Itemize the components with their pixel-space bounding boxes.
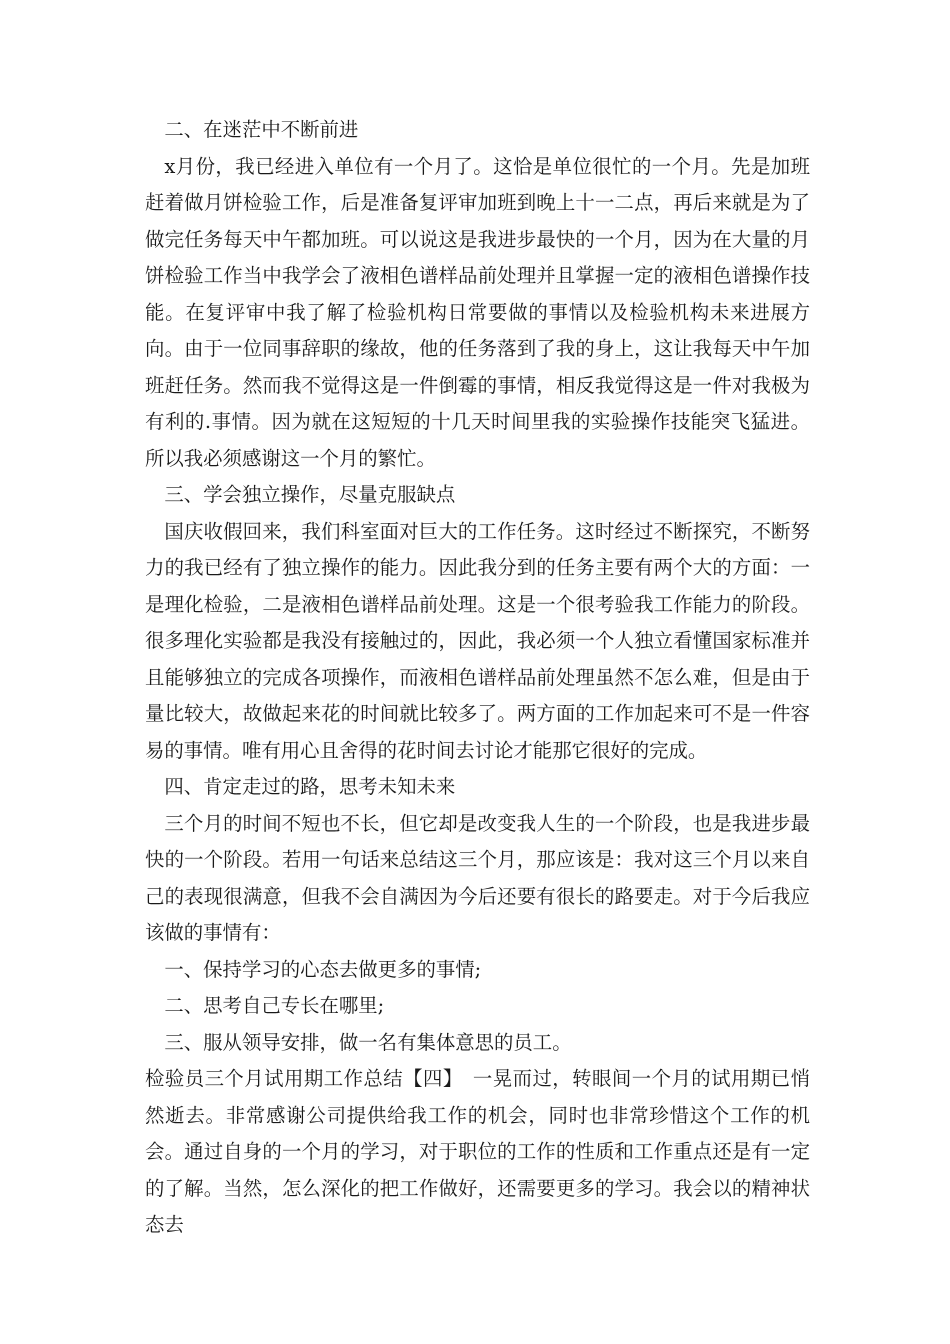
list-item: 二、思考自己专长在哪里; — [164, 994, 385, 1017]
body-paragraph: 三个月的时间不短也不长，但它却是改变我人生的一个阶段，也是我进步最快的一个阶段。若用一句话来总结这三个月，那应该是：我对这三个月以来自己的表现很满意，但我不会自满因为今后还要有很长的路要走。对于今后我应该做的事情有： — [145, 811, 810, 944]
body-paragraph: 检验员三个月试用期工作总结【四】 一晃而过，转眼间一个月的试用期已悄然逝去。非常感谢公司提供给我工作的机会，同时也非常珍惜这个工作的机会。通过自身的一个月的学习，对于职位的工作的性质和工作重点还是有一定的了解。当然，怎么深化的把工作做好，还需要更多的学习。我会以的精神状态去 — [145, 1067, 810, 1236]
list-item: 一、保持学习的心态去做更多的事情; — [164, 957, 482, 981]
section-heading-3: 三、学会独立操作，尽量克服缺点 — [164, 483, 456, 506]
body-paragraph: x月份，我已经进入单位有一个月了。这恰是单位很忙的一个月。先是加班赶着做月饼检验工作，后是准备复评审加班到晚上十一二点，再后来就是为了做完任务每天中午都加班。可以说这是我进步最快的一个月，因为在大量的月饼检验工作当中我学会了液相色谱样品前处理并且掌握一定的液相色谱操作技能。在复评审中我了解了检验机构日常要做的事情以及检验机构未来进展方向。由于一位同事辞职的缘故，他的任务落到了我的身上，这让我每天中午加班赶任务。然而我不觉得这是一件倒霉的事情，相反我觉得这是一件对我极为有利的.事情。因为就在这短短的十几天时间里我的实验操作技能突飞猛进。所以我必须感谢这一个月的繁忙。 — [145, 154, 810, 470]
list-item: 三、服从领导安排，做一名有集体意思的员工。 — [164, 1030, 572, 1054]
document-body — [145, 112, 810, 1244]
section-heading-4: 四、肯定走过的路，思考未知未来 — [164, 775, 456, 798]
body-paragraph: 国庆收假回来，我们科室面对巨大的工作任务。这时经过不断探究，不断努力的我已经有了独立操作的能力。因此我分到的任务主要有两个大的方面：一是理化检验，二是液相色谱样品前处理。这是一个很考验我工作能力的阶段。很多理化实验都是我没有接触过的，因此，我必须一个人独立看懂国家标准并且能够独立的完成各项操作，而液相色谱样品前处理虽然不怎么难，但是由于量比较大，故做起来花的时间就比较多了。两方面的工作加起来可不是一件容易的事情。唯有用心且舍得的花时间去讨论才能那它很好的完成。 — [145, 519, 810, 762]
section-heading-2: 二、在迷茫中不断前进 — [164, 118, 359, 141]
